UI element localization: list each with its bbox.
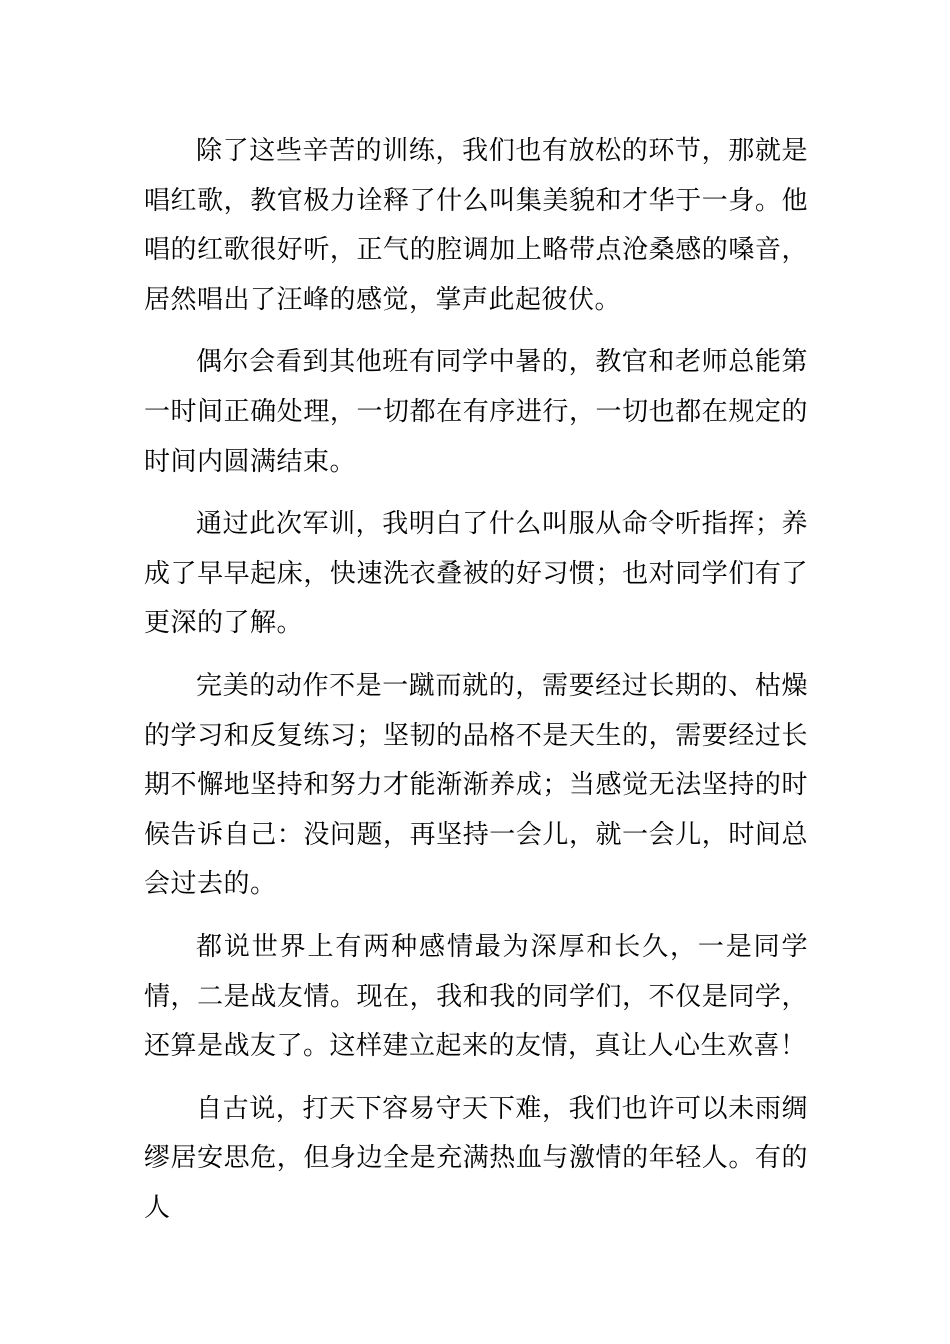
paragraph-2: 偶尔会看到其他班有同学中暑的，教官和老师总能第一时间正确处理，一切都在有序进行，一切也都在规定的时间内圆满结束。 <box>144 347 808 477</box>
paragraph-5: 都说世界上有两种感情最为深厚和长久，一是同学情，二是战友情。现在，我和我的同学们，不仅是同学，还算是战友了。这样建立起来的友情，真让人心生欢喜！ <box>144 931 808 1062</box>
paragraph-1: 除了这些辛苦的训练，我们也有放松的环节，那就是唱红歌，教官极力诠释了什么叫集美貌和才华于一身。他唱的红歌很好听，正气的腔调加上略带点沧桑感的嗓音，居然唱出了汪峰的感觉，掌声此起彼伏。 <box>144 136 808 315</box>
paragraph-3: 通过此次军训，我明白了什么叫服从命令听指挥；养成了早早起床，快速洗衣叠被的好习惯；也对同学们有了更深的了解。 <box>144 509 808 639</box>
paragraph-4: 完美的动作不是一蹴而就的，需要经过长期的、枯燥的学习和反复练习；坚韧的品格不是天生的，需要经过长期不懈地坚持和努力才能渐渐养成；当感觉无法坚持的时候告诉自己：没问题，再坚持一会儿，就一会儿，时间总会过去的。 <box>144 670 808 900</box>
paragraph-6: 自古说，打天下容易守天下难，我们也许可以未雨绸缪居安思危，但身边全是充满热血与激情的年轻人。有的人 <box>144 1093 808 1223</box>
document-body <box>144 127 808 1246</box>
